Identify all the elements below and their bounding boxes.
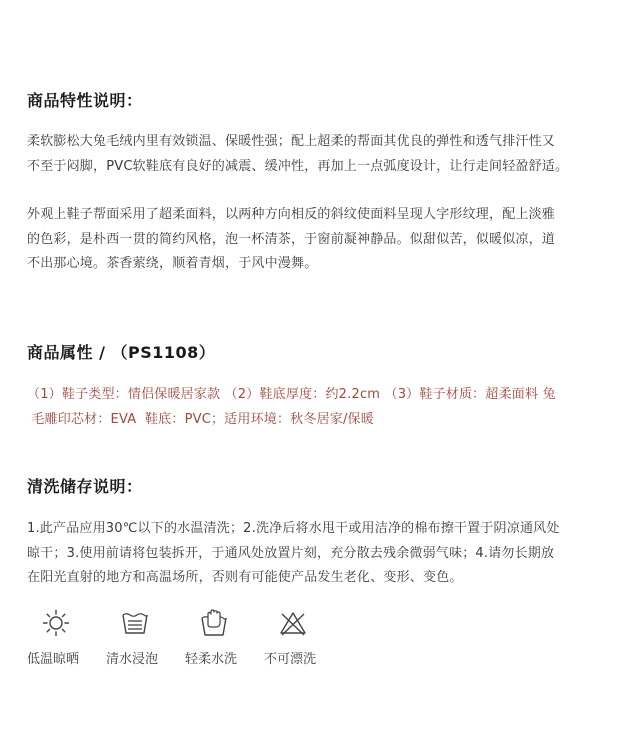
care-label: 不可漂洗 <box>264 652 317 667</box>
care-item-gentle-wash <box>185 608 257 673</box>
text-line: 不至于闷脚，PVC软鞋底有良好的减震、缓冲性，再加上一点弧度设计，让行走间轻盈舒适。 <box>27 158 569 174</box>
care-label: 清水浸泡 <box>106 652 159 667</box>
text-line: 柔软膨松大兔毛绒内里有效锁温、保暖性强；配上超柔的帮面其优良的弹性和透气排汗性又 <box>27 134 556 149</box>
features-paragraph-1 <box>27 130 625 179</box>
attributes-heading: 商品属性 / （PS1108） <box>27 343 216 362</box>
text-line: 1.此产品应用30℃以下的水温清洗；2.洗净后将水甩干或用洁净的棉布擦干置于阴凉通风处 <box>27 521 560 536</box>
hand-wash-icon <box>199 608 229 638</box>
no-bleach-icon <box>278 608 308 638</box>
care-label: 轻柔水洗 <box>185 652 238 667</box>
care-item-no-bleach <box>264 608 336 673</box>
text-line: 外观上鞋子帮面采用了超柔面料，以两种方向相反的斜纹使面料呈现人字形纹理，配上淡雅 <box>27 207 556 222</box>
text-line: 的色彩，是朴西一贯的简约风格，泡一杯清茶，于窗前凝神静品。似甜似苦，似暖似凉，道 <box>27 231 556 247</box>
text-line: （1）鞋子类型：情侣保暖居家款 （2）鞋底厚度：约2.2cm （3）鞋子材质：超柔面料 兔 <box>27 387 556 402</box>
text-line: 不出那心境。茶香萦绕，顺着青烟，于风中漫舞。 <box>27 256 318 271</box>
text-line: 在阳光直射的地方和高温场所，否则有可能使产品发生老化、变形、变色。 <box>27 570 463 585</box>
text-line: 毛雕印芯材：EVA 鞋底：PVC；适用环境：秋冬居家/保暖 <box>27 411 374 427</box>
features-paragraph-2 <box>27 203 625 277</box>
washing-text <box>27 517 625 591</box>
sun-icon <box>41 608 71 638</box>
care-item-clean-soak <box>106 608 178 673</box>
care-label: 低温晾晒 <box>27 652 80 667</box>
attributes-text <box>27 383 625 432</box>
care-item-low-temp-dry <box>27 608 99 673</box>
features-heading: 商品特性说明： <box>27 91 143 110</box>
water-soak-icon <box>120 608 150 638</box>
text-line: 晾干；3.使用前请将包装拆开，于通风处放置片刻，充分散去残余微弱气味；4.请勿长期放 <box>27 545 555 561</box>
washing-heading: 清洗储存说明： <box>27 477 143 496</box>
care-icons-row <box>27 608 347 673</box>
